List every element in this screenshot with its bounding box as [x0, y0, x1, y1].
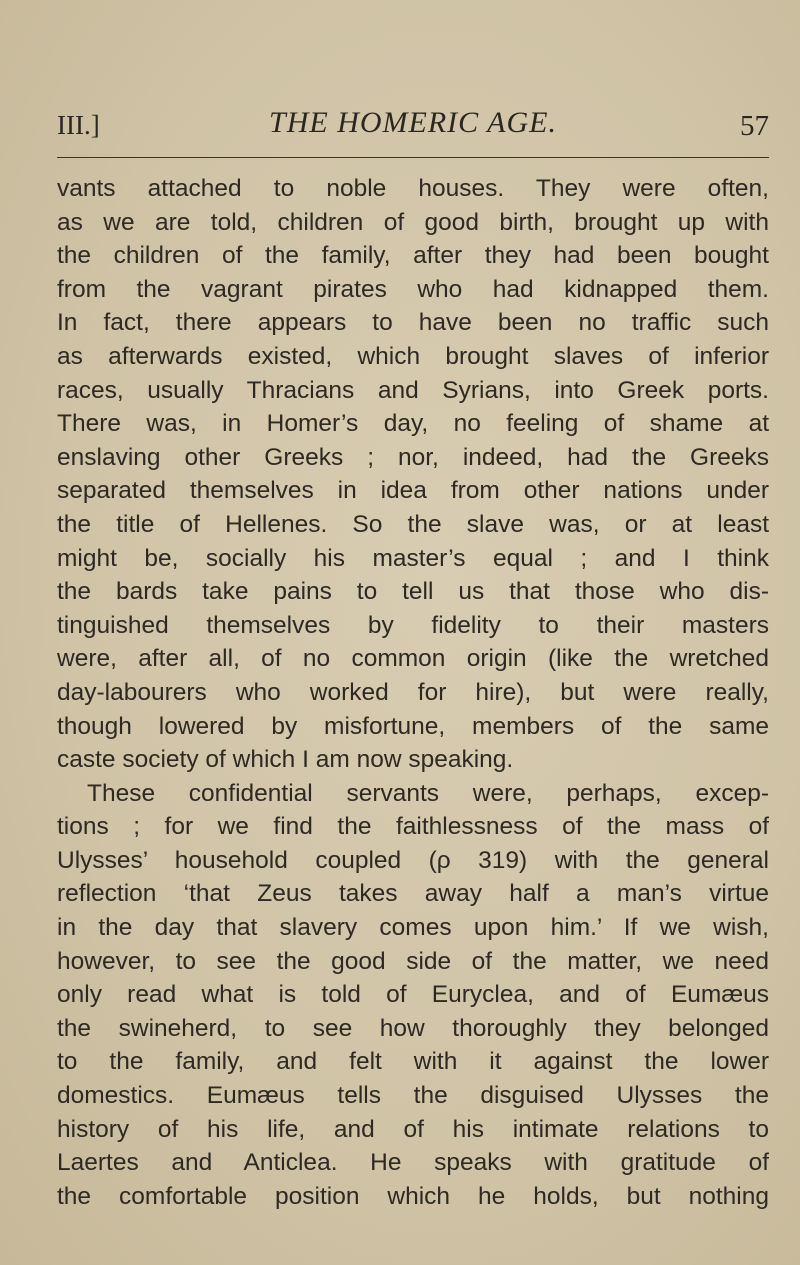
text-line: only read what is told of Euryclea, and of Eumæus: [57, 981, 769, 1009]
body-text: [57, 172, 769, 1213]
chapter-number: III.]: [57, 110, 100, 140]
text-line: Ulysses’ household coupled (ρ 319) with the general: [57, 846, 769, 874]
text-line: tinguished themselves by fidelity to their masters: [57, 611, 769, 639]
text-line: caste society of which I am now speaking.: [57, 746, 514, 774]
text-line: the bards take pains to tell us that those who dis-: [57, 578, 769, 606]
text-line: reflection ‘that Zeus takes away half a man’s virtue: [57, 880, 769, 908]
text-line: might be, socially his master’s equal ; and I think: [57, 544, 769, 572]
text-line: day-labourers who worked for hire), but were really,: [57, 678, 769, 706]
text-line: These confidential servants were, perhaps, excep-: [87, 779, 769, 807]
running-title: THE HOMERIC AGE.: [269, 106, 557, 139]
text-line: the children of the family, after they had been bought: [57, 242, 769, 270]
text-line: vants attached to noble houses. They were often,: [57, 175, 769, 202]
text-line: Laertes and Anticlea. He speaks with gratitude of: [57, 1149, 769, 1177]
running-head: [57, 98, 769, 148]
text-line: however, to see the good side of the matter, we need: [57, 947, 769, 975]
text-line: to the family, and felt with it against the lower: [57, 1048, 769, 1076]
page-number: 57: [740, 110, 769, 142]
header-rule: [57, 157, 769, 158]
text-line: history of his life, and of his intimate relations to: [57, 1115, 769, 1143]
text-line: races, usually Thracians and Syrians, into Greek ports.: [57, 376, 769, 404]
text-line: domestics. Eumæus tells the disguised Ulysses the: [57, 1082, 769, 1110]
text-line: the title of Hellenes. So the slave was, or at least: [57, 510, 769, 538]
text-line: in the day that slavery comes upon him.’ If we wish,: [57, 914, 769, 942]
text-line: tions ; for we find the faithlessness of the mass of: [57, 813, 769, 841]
text-line: as we are told, children of good birth, brought up with: [57, 208, 769, 236]
text-line: the swineherd, to see how thoroughly they belonged: [57, 1014, 769, 1042]
text-line: separated themselves in idea from other nations under: [57, 477, 769, 505]
text-line: were, after all, of no common origin (like the wretched: [57, 645, 769, 673]
text-line: the comfortable position which he holds, but nothing: [57, 1182, 769, 1210]
text-line: In fact, there appears to have been no traffic such: [57, 309, 769, 337]
text-line: as afterwards existed, which brought slaves of inferior: [57, 342, 769, 370]
text-line: There was, in Homer’s day, no feeling of shame at: [57, 410, 769, 438]
text-line: though lowered by misfortune, members of the same: [57, 712, 769, 740]
text-line: enslaving other Greeks ; nor, indeed, had the Greeks: [57, 443, 769, 471]
text-line: from the vagrant pirates who had kidnapped them.: [57, 275, 769, 303]
